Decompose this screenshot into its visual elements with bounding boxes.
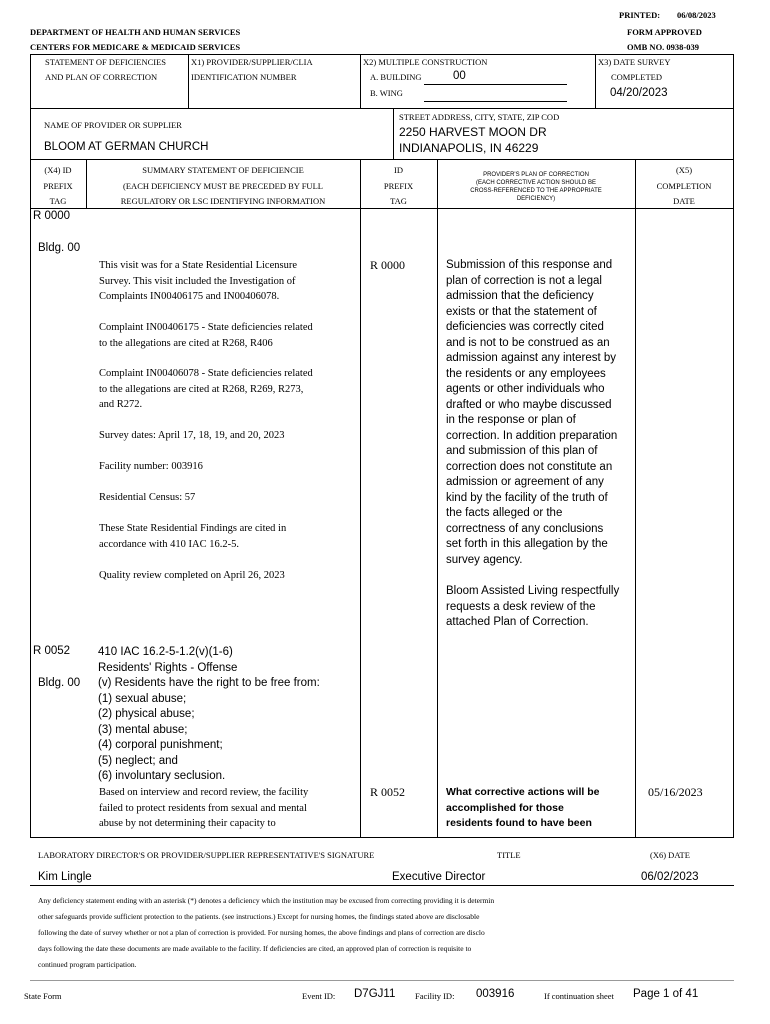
disclaimer-line-4: days following the date these documents are made available to the facility. If deficiencies are cited, an approved plan of correction is requisite to <box>38 944 472 953</box>
event-id-value: D7GJ11 <box>354 988 396 1000</box>
prefix-tag-r0052: R 0052 <box>33 645 71 657</box>
facility-id-value: 003916 <box>476 988 515 1000</box>
prefix-tag-r0000: R 0000 <box>33 210 71 222</box>
x4-tag-label: TAG <box>49 196 67 206</box>
right-border-header <box>733 159 734 209</box>
summary-label-2: (EACH DEFICIENCY MUST BE PRECEDED BY FULL <box>123 181 323 191</box>
divider-x1 <box>188 54 189 109</box>
plan-desk-review: Bloom Assisted Living respectfully requests a desk review of the attached Plan of Correction. <box>446 585 620 628</box>
provider-name-label: NAME OF PROVIDER OR SUPPLIER <box>44 120 182 130</box>
city-state-zip: INDIANAPOLIS, IN 46229 <box>399 141 539 155</box>
summary-label-3: REGULATORY OR LSC IDENTIFYING INFORMATION <box>120 196 326 206</box>
completion-date-r0052: 05/16/2023 <box>648 785 703 799</box>
divider-plan-body <box>635 208 636 838</box>
disclaimer-line-5: continued program participation. <box>38 960 137 969</box>
provider-name: BLOOM AT GERMAN CHURCH <box>44 141 209 153</box>
summary-paragraph-2: Complaint IN00406175 - State deficiencies related to the allegations are cited at R268, R406 <box>99 322 313 349</box>
summary-findings: These State Residential Findings are cited in accordance with 410 IAC 16.2-5. <box>99 523 287 550</box>
x4-prefix-label: PREFIX <box>43 181 73 191</box>
id-tag-r0000: R 0000 <box>370 258 406 272</box>
right-border-top <box>733 54 734 109</box>
row-divider-2 <box>30 159 734 160</box>
centers-name: CENTERS FOR MEDICARE & MEDICAID SERVICES <box>30 42 241 52</box>
x5-date-label: DATE <box>673 196 695 206</box>
state-form-label: State Form <box>24 991 62 1001</box>
left-border-body <box>30 208 31 838</box>
divider-name-address <box>393 108 394 160</box>
plan-label-3: CROSS-REFERENCED TO THE APPROPRIATE <box>470 188 602 194</box>
form-approved: FORM APPROVED <box>627 27 702 37</box>
divider-summary-body <box>360 208 361 838</box>
signer-name: Kim Lingle <box>38 871 92 883</box>
building-value: 00 <box>453 70 466 82</box>
printed-date: 06/08/2023 <box>677 10 716 20</box>
row-divider-1 <box>30 108 734 109</box>
top-border <box>30 54 734 55</box>
street-address: 2250 HARVEST MOON DR <box>399 125 547 139</box>
signer-title: Executive Director <box>392 871 486 883</box>
corrective-actions-heading: What corrective actions will be accomplished for those residents found to have been <box>446 786 600 829</box>
completed-date: 04/20/2023 <box>610 87 668 99</box>
id-tag-label: TAG <box>390 196 407 206</box>
summary-survey-dates: Survey dates: April 17, 18, 19, and 20, 2023 <box>99 430 285 441</box>
residents-rights-regulation: 410 IAC 16.2-5-1.2(v)(1-6) Residents' Rights - Offense (v) Residents have the right to be free from: (1) sexual abuse; (2) physical abuse; (3) mental abuse; (4) corporal punishment; (5) neglect; and (6) involuntary seclusion. <box>98 646 320 782</box>
row-divider-3 <box>30 208 734 209</box>
provider-id-label-1: X1) PROVIDER/SUPPLIER/CLIA <box>191 57 313 67</box>
body-bottom-border <box>30 837 734 838</box>
footer-rule <box>30 980 734 981</box>
left-border-mid <box>30 108 31 160</box>
summary-label-1: SUMMARY STATEMENT OF DEFICIENCIE <box>142 165 304 175</box>
multiple-construction-label: X2) MULTIPLE CONSTRUCTION <box>363 57 488 67</box>
department-name: DEPARTMENT OF HEALTH AND HUMAN SERVICES <box>30 27 241 37</box>
provider-id-label-2: IDENTIFICATION NUMBER <box>191 72 297 82</box>
printed-label: PRINTED: <box>619 10 661 20</box>
statement-label-2: AND PLAN OF CORRECTION <box>45 72 158 82</box>
signature-date: 06/02/2023 <box>641 871 699 883</box>
continuation-label: If continuation sheet <box>544 991 614 1001</box>
id-prefix-label: PREFIX <box>383 181 414 191</box>
right-border-mid <box>733 108 734 160</box>
id-label: ID <box>394 165 403 175</box>
x5-label: (X5) <box>675 165 693 175</box>
statement-label-1: STATEMENT OF DEFICIENCIES <box>45 57 167 67</box>
disclaimer-line-1: Any deficiency statement ending with an asterisk (*) denotes a deficiency which the institution may be excused from correcting providing it is determin <box>38 896 495 905</box>
id-tag-r0052: R 0052 <box>370 785 406 799</box>
building-tag-1: Bldg. 00 <box>38 242 81 254</box>
building-label: A. BUILDING <box>370 72 422 82</box>
omb-number: OMB NO. 0938-039 <box>627 42 700 52</box>
completed-label: COMPLETED <box>611 72 662 82</box>
right-border-body <box>733 208 734 838</box>
date-survey-label: X3) DATE SURVEY <box>598 57 671 67</box>
plan-of-correction-1: Submission of this response and plan of correction is not a legal admission that the deficiency exists or that the statement of deficiencies was correctly cited and is not to be construed as an admission against any interest by the residents or any employees agents or other individuals who drafted or who maybe discussed in the response or plan of correction. In addition preparation and submission of this plan of correction does not constitute an admission or agreement of any kind by the facility of the truth of the facts alleged or the correctness of any conclusions set forth in this allegation by the survey agency. <box>446 259 618 566</box>
summary-census: Residential Census: 57 <box>99 492 196 503</box>
wing-label: B. WING <box>370 88 403 98</box>
x6-date-label: (X6) DATE <box>650 850 690 860</box>
plan-label-2: (EACH CORRECTIVE ACTION SHOULD BE <box>475 180 597 186</box>
signature-bottom-border <box>30 885 734 886</box>
summary-finding-r0052: Based on interview and record review, the facility failed to protect residents from sexual and mental abuse by not determining their capacity to <box>99 787 309 829</box>
facility-id-label: Facility ID: <box>415 991 455 1001</box>
left-border-top <box>30 54 31 109</box>
wing-underline <box>424 101 567 102</box>
summary-paragraph-1: This visit was for a State Residential Licensure Survey. This visit included the Investigation of Complaints IN00406175 and IN00406078. <box>99 260 297 302</box>
divider-id-body <box>437 208 438 838</box>
building-underline <box>424 84 567 85</box>
summary-paragraph-3: Complaint IN00406078 - State deficiencies related to the allegations are cited at R268, R269, R273, and R272. <box>99 368 313 410</box>
x4-id-label: (X4) ID <box>44 165 72 175</box>
signature-label: LABORATORY DIRECTOR'S OR PROVIDER/SUPPLIER REPRESENTATIVE'S SIGNATURE <box>38 850 375 860</box>
divider-x3 <box>595 54 596 109</box>
disclaimer-line-2: other safeguards provide sufficient protection to the patients. (see instructions.) Except for nursing homes, the findings stated above are disclosable <box>38 912 480 921</box>
event-id-label: Event ID: <box>302 991 336 1001</box>
plan-label-1: PROVIDER'S PLAN OF CORRECTION <box>483 172 589 178</box>
disclaimer-line-3: following the date of survey whether or not a plan of correction is provided. For nursing homes, the above findings and plans of correction are disclo <box>38 928 485 937</box>
summary-facility-number: Facility number: 003916 <box>99 461 203 472</box>
x5-completion-label: COMPLETION <box>656 181 712 191</box>
street-address-label: STREET ADDRESS, CITY, STATE, ZIP COD <box>399 112 560 122</box>
plan-label-4: DEFICIENCY) <box>516 196 556 202</box>
summary-quality-review: Quality review completed on April 26, 2023 <box>99 570 285 581</box>
divider-x2 <box>360 54 361 109</box>
page-number: Page 1 of 41 <box>633 988 699 1000</box>
building-tag-2: Bldg. 00 <box>38 677 81 689</box>
title-label: TITLE <box>497 850 521 860</box>
